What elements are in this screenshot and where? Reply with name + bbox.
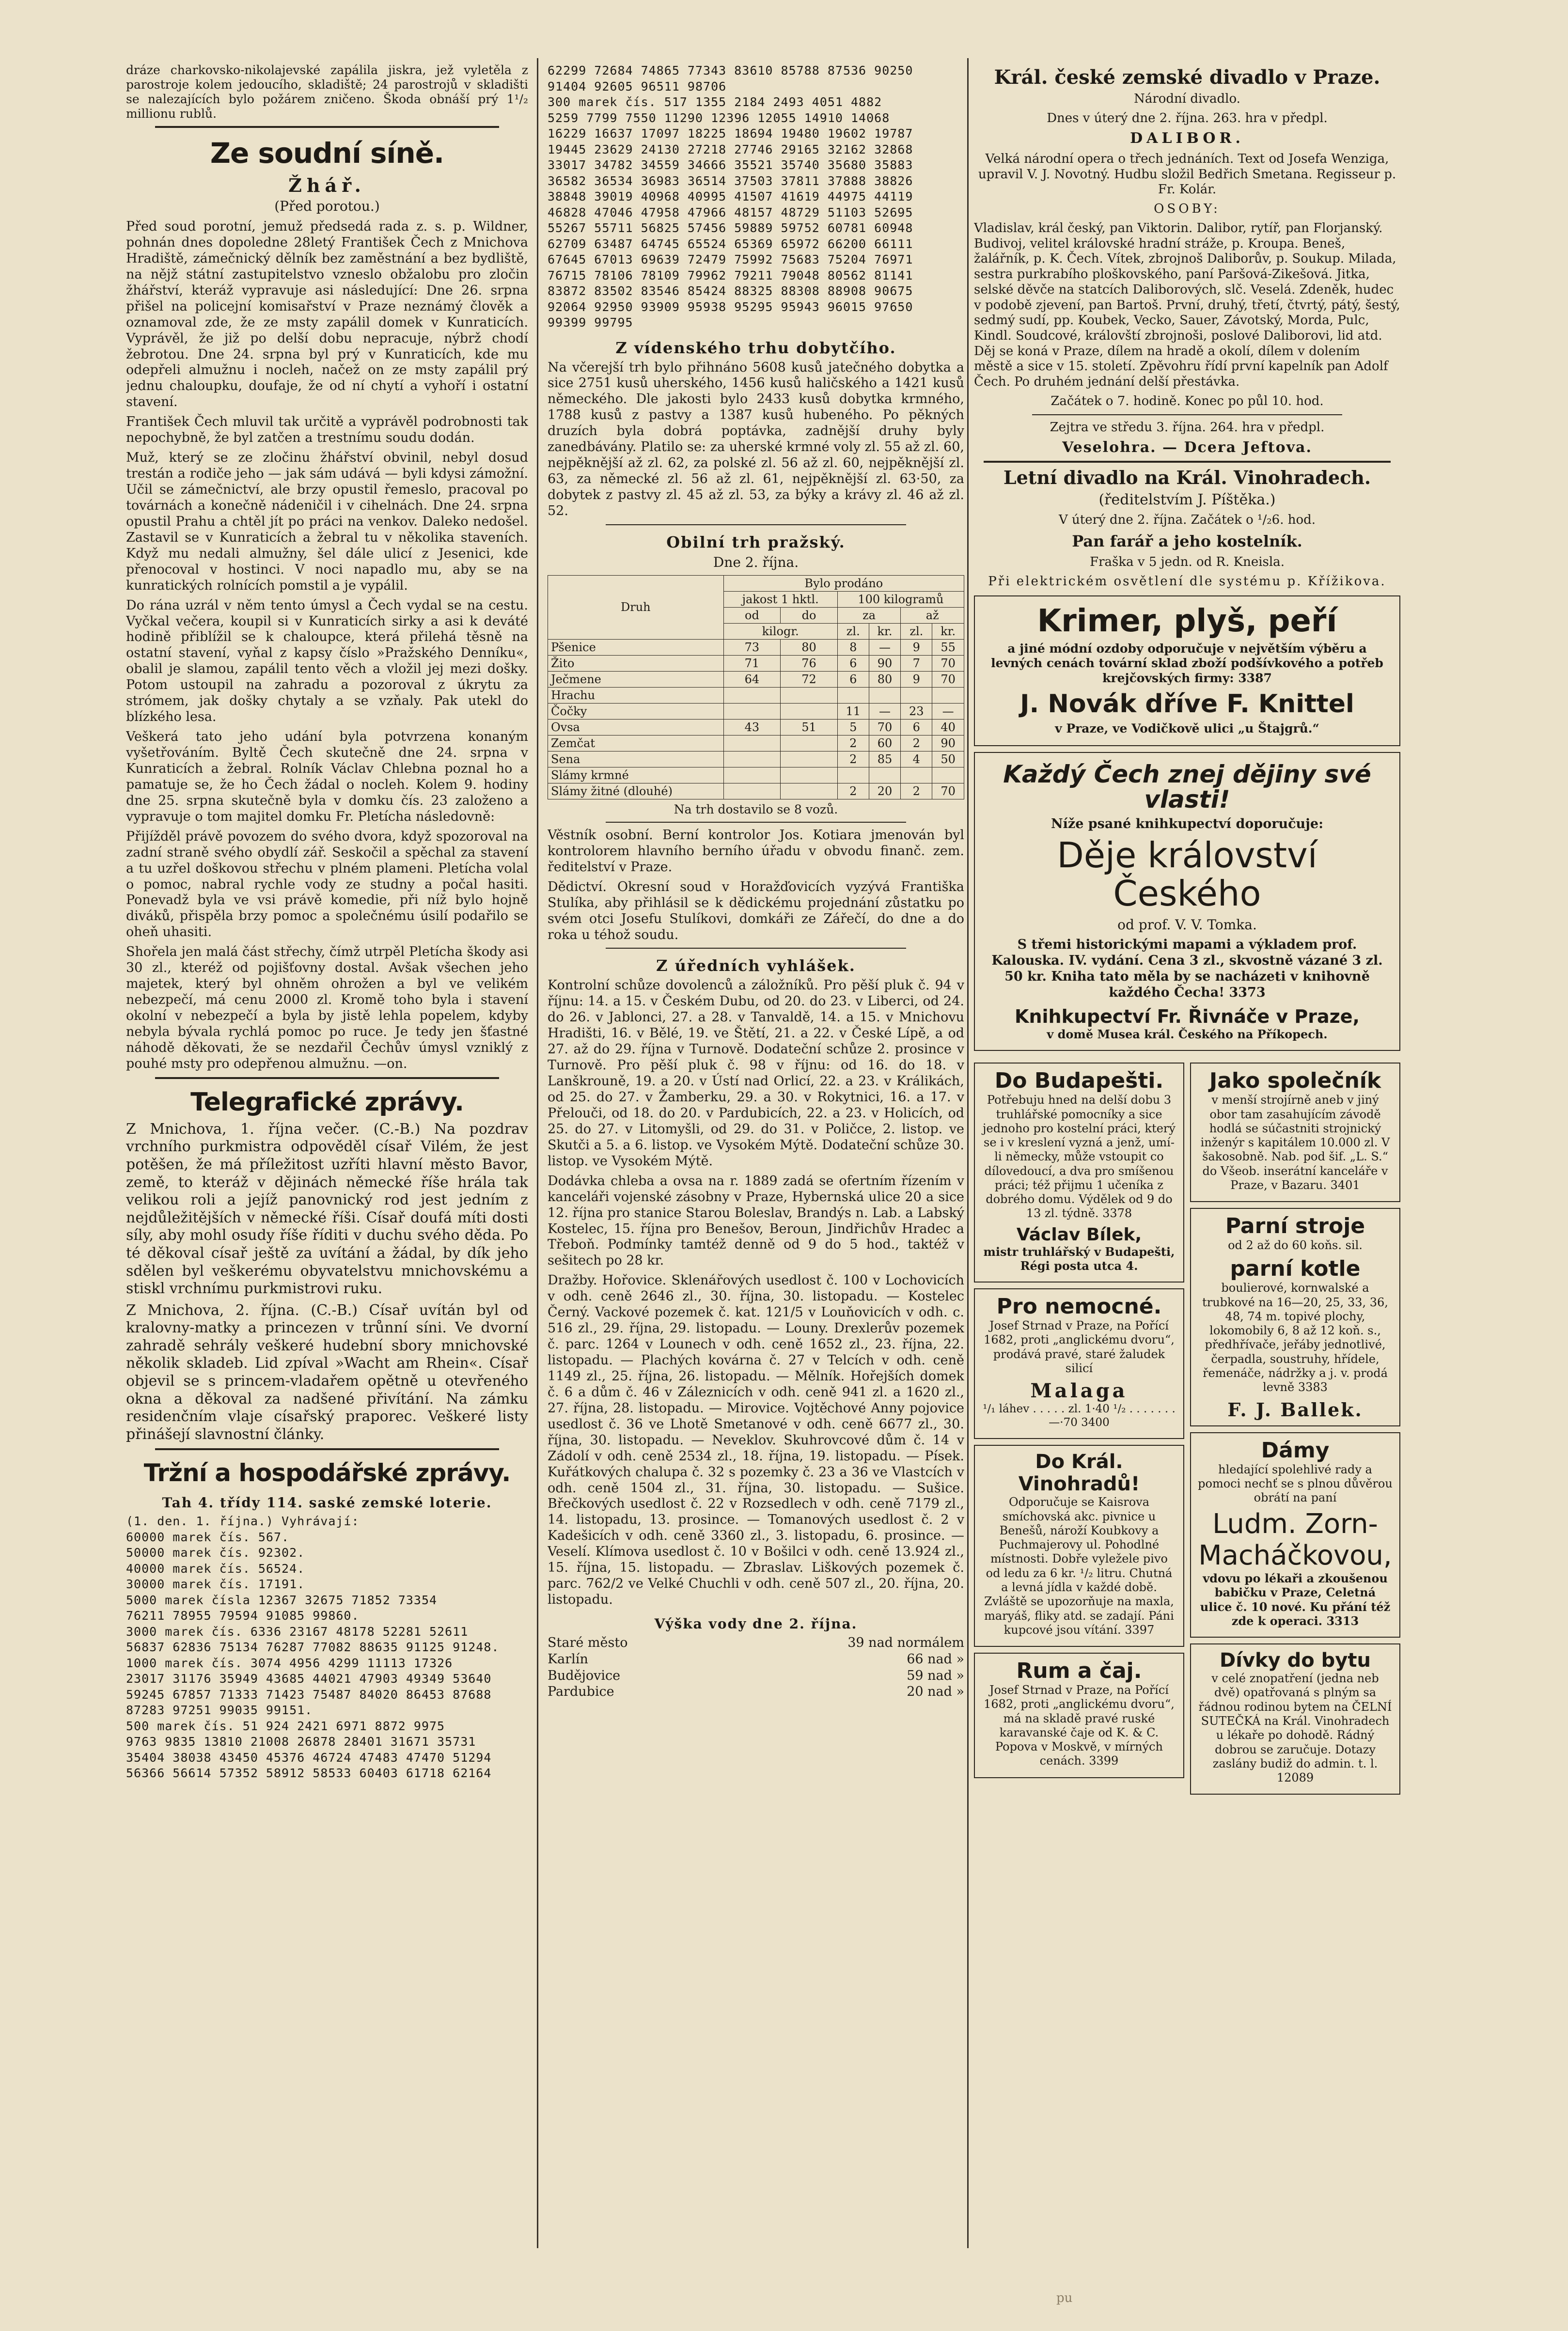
grain-value-cell: 2 (837, 783, 869, 799)
lottery-line: 19445 23629 24130 27218 27746 29165 32162 32868 (548, 142, 913, 156)
grain-value-cell (781, 735, 838, 751)
lottery-line: 76715 78106 78109 79962 79211 79048 80562 81141 (548, 268, 913, 282)
lottery-line: 56366 56614 57352 58912 58533 60403 61718 62164 (126, 1766, 492, 1781)
ad-malaga-product: Malaga (1030, 1379, 1128, 1403)
lottery-line: 99399 99795 (548, 315, 633, 329)
court-article-sub: (Před porotou.) (274, 198, 380, 214)
theatre-title: Král. české zemské divadlo v Praze. (994, 66, 1380, 89)
telegraph-paragraph: Z Mnichova, 2. října. (C.-B.) Císař uvítán byl od kralovny-matky a princezen v trůnní síni. Ve dvorní zahradě sehrály veškeré hudební sbory mnichovské několik skladeb. Lid zpíval »Wacht am Rhein«. Císař objevil se s princem-vladařem opětně u otevřeného okna a děkoval za nadšené přivítání. Na zámku residenčním vlaje císařský praporec. Veškeré listy přinášejí slavnostní články. (126, 1301, 528, 1443)
grain-value-cell (932, 687, 964, 703)
ad-lodging-title: Dívky do bytu (1220, 1649, 1371, 1672)
grain-value-cell (837, 687, 869, 703)
water-value: 66 nad » (907, 1651, 964, 1667)
ad-vinohrady-pub-text: Odporučuje se Kaisrova smíchovská akc. pivnice u Benešů, nároží Koubkovy a Puchmajerovy ul. Pohodlné místnosti. Dobře vyležele pivo od ledu za 6 kr. ¹/₂ litru. Chutná a levná jídla v každé době. Zvláště se upozorňuje na maxla, maryáš, fliky atd. se zadají. Páni kupcové jsou vítání. 3397 (984, 1495, 1174, 1637)
grain-value-cell: — (869, 703, 901, 719)
lottery-line: 56837 62836 75134 76287 77082 88635 91125 91248. (126, 1640, 500, 1655)
lottery-head: Tah 4. třídy 114. saské zemské loterie. (162, 1495, 492, 1511)
grain-value-cell: 6 (901, 719, 932, 735)
lottery-line: 1000 marek čís. 3074 4956 4299 11113 17326 (126, 1656, 453, 1670)
court-paragraph: Přijížděl právě povozem do svého dvora, když spozoroval na zadní straně svého obydlí zář. Seskočil a spěchal za stavení a tu uzřel doškovou střechu v plném plameni. Pletícha volal o pomoc, nabral rychle vody ze studny a počal hasiti. Ponevadž byla ve vsi právě komedie, při níž bylo hojně diváků, přispěla brzy pomoc a společnému úsilí podařilo se oheň uhasiti. (126, 829, 528, 940)
grain-value-cell (869, 767, 901, 783)
column-1 (126, 63, 528, 1782)
ad-steam-engines (1190, 1208, 1400, 1426)
lottery-list-continued (548, 63, 964, 331)
column-rule-2 (967, 58, 969, 2248)
lottery-line: (1. den. 1. října.) Vyhrávají: (126, 1514, 360, 1529)
table-header-sold: Bylo prodáno (723, 575, 964, 591)
grain-price-table (548, 575, 964, 799)
grain-value-cell: 4 (901, 751, 932, 767)
vinohrady-lighting: Při elektrickém osvětlení dle systému p. Křížikova. (988, 574, 1386, 589)
court-paragraph: Do rána uzrál v něm tento úmysl a Čech vydal se na cestu. Vyčkal večera, koupil si v Kunraticích sirky a asi k deváté hodině přiblížil se k chaloupce, která přilehá těsně na ostatní stavení, vyňal z kapsy číslo »Pražského Denníku«, obalil je slamou, zapálil tento věch a vložil jej mezi došky. Potom ustoupil na zahradu a pozoroval z úkrytu za strómem, jak došky chytaly a se vzňaly. Pak utekl do blízkého lesa. (126, 597, 528, 725)
cattle-title: Z vídenského trhu dobytčího. (615, 338, 896, 357)
grain-kind-cell: Hrachu (548, 687, 724, 703)
lottery-line: 76211 78955 79594 91085 99860. (126, 1609, 360, 1623)
ad-budapest-text: Potřebuju hned na delší dobu 3 truhlářské pomocníky a sice jednoho pro kostelní práci, který se i v kreslení vyzná a jenž, umí-li německy, může vstoupit co dílovedoucí, a dva pro smíšenou práci; též přijmu 1 učeníka z dobrého domu. Výdělek od 9 do 13 zl. týdně. 3378 (983, 1093, 1176, 1220)
lottery-line: 40000 marek čís. 56524. (126, 1561, 305, 1576)
water-place: Budějovice (548, 1668, 621, 1683)
ad-rum-tea-title: Rum a čaj. (1016, 1658, 1142, 1684)
vinohrady-director: (ředitelstvím J. Píštěka.) (1098, 491, 1276, 508)
water-levels (548, 1635, 964, 1700)
divider (984, 461, 1391, 463)
grain-value-cell: 80 (869, 671, 901, 687)
ad-budapest-name: Václav Bílek, (1016, 1224, 1142, 1245)
lottery-line: 3000 marek čís. 6336 23167 48178 52281 52611 (126, 1624, 469, 1639)
ad-engines-text: od 2 až do 60 koňs. sil. (1228, 1238, 1363, 1252)
lottery-line: 5259 7799 7550 11290 12396 12055 14910 14068 (548, 110, 890, 125)
ad-budapest-address: mistr truhlářský v Budapešti, Régi posta utca 4. (983, 1244, 1175, 1273)
lottery-line: 91404 92605 96511 98706 (548, 79, 727, 94)
ad-midwife-text: hledající spolehlivé rady a pomoci nechť se s plnou důvěrou obrátí na paní (1198, 1462, 1393, 1505)
water-value: 20 nad » (907, 1684, 964, 1700)
ad-grid-right (1190, 1057, 1400, 1800)
grain-value-cell (723, 735, 781, 751)
national-theatre-listing (974, 66, 1400, 217)
vinohrady-theatre-listing (974, 467, 1400, 590)
grain-value-cell (723, 767, 781, 783)
lottery-line: 33017 34782 34559 34666 35521 35740 35680 35883 (548, 158, 913, 172)
grain-value-cell (781, 767, 838, 783)
grain-kind-cell: Slámy krmné (548, 767, 724, 783)
grain-value-cell: 72 (781, 671, 838, 687)
grain-value-cell (869, 687, 901, 703)
divider (606, 822, 906, 823)
vinohrady-play: Pan farář a jeho kostelník. (1072, 532, 1302, 551)
ad-malaga-title: Pro nemocné. (996, 1294, 1162, 1319)
ad-midwife (1190, 1432, 1400, 1638)
grain-kind-cell: Žito (548, 655, 724, 671)
grain-value-cell: 51 (781, 719, 838, 735)
water-title: Výška vody dne 2. října. (654, 1616, 858, 1632)
inheritance-notice: Dědictví. Okresní soud v Horažďovicích vyzývá Františka Stulíka, aby přihlásil se k dědickému projednání zůstatku po svém otci Josefu Stulíkovi, domkáři ze Zářečí, do dne a do roka u téhož soudu. (548, 879, 964, 942)
ad-vinohrady-pub-title: Do Král. Vinohradů! (1018, 1451, 1140, 1496)
grain-value-cell (723, 703, 781, 719)
grain-value-cell: 90 (932, 735, 964, 751)
theatre-start: Začátek o 7. hodině. Konec po půl 10. hod. (1051, 393, 1324, 408)
ad-girls-lodging (1190, 1643, 1400, 1795)
table-header-per100: 100 kilogramů (837, 591, 964, 607)
table-header-do: do (781, 607, 838, 623)
official-title: Z úředních vyhlášek. (656, 956, 856, 975)
court-section-title: Ze soudní síně. (210, 137, 444, 170)
ad-malaga-text: Josef Strnad v Praze, na Pořící 1682, proti „anglickému dvoru“, prodává pravé, staré žaludek silicí (984, 1319, 1175, 1376)
ad-partner-title: Jako společník (1209, 1068, 1381, 1094)
grain-value-cell: 80 (781, 639, 838, 655)
divider (606, 524, 906, 525)
ad-knittel-text: a jiné módní ozdoby odporučuje v největším výběru a levných cenách tovární sklad zboží podšívkového a potřeb krejčovských firmy: 3387 (991, 641, 1383, 685)
table-header-kr: kr. (869, 623, 901, 639)
lottery-line: 30000 marek čís. 17191. (126, 1577, 305, 1592)
grain-value-cell: 60 (869, 735, 901, 751)
ad-history-title: Děje království Českého (1057, 834, 1317, 914)
divider (1032, 414, 1342, 415)
grain-value-cell: 70 (932, 783, 964, 799)
ad-budapest (974, 1063, 1184, 1283)
grain-value-cell: 55 (932, 639, 964, 655)
lottery-line: 16229 16637 17097 18225 18694 19480 19602 19787 (548, 126, 913, 141)
grain-kind-cell: Čočky (548, 703, 724, 719)
market-section-title: Tržní a hospodářské zprávy. (143, 1459, 511, 1487)
grain-value-cell: 23 (901, 703, 932, 719)
grain-value-cell: 8 (837, 639, 869, 655)
ad-knittel-firm: J. Novák dříve F. Knittel (1020, 689, 1354, 719)
ad-history-author: od prof. V. V. Tomka. (1117, 917, 1257, 933)
water-place: Karlín (548, 1651, 588, 1667)
grain-kind-cell: Ječmene (548, 671, 724, 687)
grain-kind-cell: Slámy žitné (dlouhé) (548, 783, 724, 799)
table-row (548, 671, 964, 687)
ad-budapest-title: Do Budapešti. (994, 1068, 1164, 1094)
table-header-kg: kilogr. (723, 623, 837, 639)
lottery-line: 38848 39019 40968 40995 41507 41619 44975 44119 (548, 189, 913, 203)
ad-partner-text: v menší strojírně aneb v jiný obor tam zasahujícím závodě hodlá se súčastniti strojnický inženýr s kapitálem 10.000 zl. V šakosobně. Nab. pod šif. „L. S.“ do Všeob. inserátní kanceláře v Praze, v Bazaru. 3401 (1200, 1093, 1390, 1192)
ad-malaga-prices: ¹/₁ láhev . . . . . zl. 1·40 ¹/₂ . . . . . . . —·70 3400 (983, 1403, 1176, 1429)
grain-value-cell: 90 (869, 655, 901, 671)
table-row (548, 687, 964, 703)
grain-kind-cell: Sena (548, 751, 724, 767)
grain-value-cell (781, 703, 838, 719)
ad-rum-tea-text: Josef Strnad v Praze, na Pořící 1682, proti „anglickému dvoru“, má na skladě pravé ruské karavanské čaje od K. & C. Popova v Moskvě, v mírných cenách. 3399 (984, 1683, 1175, 1768)
water-place: Staré město (548, 1635, 628, 1650)
vinohrady-date: V úterý dne 2. října. Začátek o ¹/₂6. hod. (1058, 513, 1316, 528)
table-row (548, 655, 964, 671)
court-paragraph: Muž, který se ze zločinu žhářství obvinil, nebyl dosud trestán a rodiče jeho — jak sám udává — byli kdysi zámožní. Učil se zámečnictví, ale brzy opustil řemeslo, pracoval po továrnách a konečně nádeničil i v cihelnách. Dne 24. srpna opustil Prahu a chtěl jít po práci na venkov. Daleko nedošel. Zastavil se v Kunraticích a žebral tu v několika staveních. Když mu nedali almužny, šel dále ulicí z Jesenici, kde přenocoval v hostinci. V noci napadlo mu, aby se na kunratických rolnících pomstil a je vypálil. (126, 450, 528, 593)
grain-value-cell: 20 (869, 783, 901, 799)
court-paragraph: František Čech mluvil tak určitě a vyprávěl podrobnosti tak nepochybně, že byl zatčen a trestnímu soudu dodán. (126, 414, 528, 446)
vinohrady-title: Letní divadlo na Král. Vinohradech. (1003, 466, 1371, 488)
official-paragraph: Kontrolní schůze dovolenců a záložníků. Pro pěší pluk č. 94 v říjnu: 14. a 15. v Českém Dubu, od 20. do 23. v Liberci, od 24. do 26. v Jablonci, 27. a 28. v Tanvaldě, 14. a 15. v Mnichovu Hradišti, 16. v Bělé, 19. ve Štětí, 21. a 22. v České Lípě, a od 27. až do 29. října v Turnově. Dodateční schůze 2. prosince v Turnově. Pro pěší pluk č. 98 v říjnu: od 16. do 18. v Lanškrouně, 19. a 20. v Ústí nad Orlicí, 22. a 23. v Králikách, od 25. do 27. v Žamberku, 29. a 30. v Rokytnici, 16. a 17. v Přelouči, od 18. do 20. v Pardubicích, 22. a 23. v Holicích, od 25. do 27. v Litomyšli, od 29. do 31. v Poličce, 2. listop. ve Skutči a 5. a 6. listop. ve Vysokém Mýtě. Dodateční schůze 30. listop. ve Vysokém Mýtě. (548, 978, 964, 1169)
ad-knittel-headline: Krimer, plyš, peří (1037, 603, 1337, 639)
grain-value-cell: 73 (723, 639, 781, 655)
theatre-cast (974, 221, 1400, 390)
telegraph-paragraph: Z Mnichova, 1. října večer. (C.-B.) Na pozdrav vrchního purkmistra odpověděl císař Vilém, že jest potěšen, že má příležitost uzříti hlavní město Bavor, země, to kteráž v dějinách německé říše hrála tak velikou roli a jejíž panovnický rod jest jedním z nejdůležitějších v německé říši. Císař doufá míti dosti síly, aby mohl osudy říše říditi v duchu svého děda. Po té děkoval císař ještě za uvítání a žádal, by dík jeho sdělen byl veškerému obyvatelstvu mnichovskému a stiskl vrchnímu purkmistrovi ruku. (126, 1120, 528, 1298)
ad-engines-title: Parní stroje (1225, 1214, 1365, 1239)
grain-value-cell (723, 751, 781, 767)
column-rule-1 (537, 58, 538, 2248)
theatre-description: Velká národní opera o třech jednáních. Text od Josefa Wenziga, upravil V. J. Novotný. Hudbu složil Bedřich Smetana. Regisseur p. Fr. Kolár. (978, 152, 1396, 197)
divider (606, 948, 906, 949)
divider (155, 1448, 499, 1450)
official-paragraph: Dražby. Hořovice. Sklenářových usedlost č. 100 v Lochovicích v odh. ceně 2646 zl., 30. října, 30. listopadu. — Kostelec Černý. Vackové pozemek č. kat. 121/5 v Louňovicích v odh. c. 516 zl., 29. října, 29. listopadu. — Louny. Drexlerův pozemek č. parc. 1264 v Lounech v odh. ceně 1652 zl., 23. října, 22. listopadu. — Plachých kovárna č. 27 v Telcích v odh. ceně 1149 zl., 25. října, 26. listopadu. — Mělník. Hořejších domek č. 6 a dům č. 46 v Záleznicích v odh. ceně 941 zl. a 1620 zl., 27. října, 28. listopadu. — Mirovice. Vojtěchové Anny pojovice usedlost č. 36 ve Lhotě Smetanové v odh. ceně 6677 zl., 30. října, 30. listopadu. — Neveklov. Skuhrovcové dům č. 14 v Zádolí v odh. ceně 2534 zl., 18. října, 19. listopadu. — Písek. Kuřátkových chalupa č. 32 s pozemky č. 23 a 36 ve Vlastcích v odh. ceně 1504 zl., 31. října, 30. listopadu. — Sušice. Břečkových usedlost č. 22 v Rozsedlech v odh. ceně 7179 zl., 14. listopadu, 13. prosince. — Tomanových usedlost č. 2 v Kadešicích v odh. ceně 3360 zl., 3. listopadu, 6. prosince. — Veselí. Klímova usedlost č. 10 v Bošilci v odh. ceně 13.924 zl., 15. října, 15. listopadu. — Zbraslav. Liškových pozemek č. parc. 762/2 ve Velké Chuchli v odh. ceně 507 zl., 20. října, 20. listopadu. (548, 1273, 964, 1608)
grain-value-cell: 5 (837, 719, 869, 735)
grain-value-cell: 6 (837, 655, 869, 671)
court-article-head: Žhář. (288, 174, 366, 196)
grain-value-cell: 40 (932, 719, 964, 735)
ad-lodging-text: v celé znopatření (jedna neb dvě) opatřovaná s plným sa řádnou rodinou bytem na ČELNÍ SUTEČKÁ na Král. Vinohradech u lékaře po dohodě. Rádný dobrou se zaručuje. Dotazy zaslány budiž do admin. t. l. 12089 (1198, 1672, 1392, 1785)
ad-vinohrady-pub (974, 1445, 1184, 1647)
ad-rum-tea (974, 1653, 1184, 1778)
court-paragraph: Před soud porotní, jemuž předsedá rada z. s. p. Wildner, pohnán dnes dopoledne 28letý František Čech z Mnichova Hradiště, zámečnický dělník bez zaměstnání a bez bydliště, na nějž státní zastupitelstvo vzneslo obžalobu pro zločin žhářství, kteráž vypravuje asi následující: Dne 26. srpna přišel na policejní komisařství v Praze neznámý člověk a oznamoval zde, že ze msty zapálil domek v Kunraticích. Vyprávěl, že již po delší dobu nepracuje, nýbrž chodí žebrotou. Dne 24. srpna byl prý v Kunraticích, kde mu odepřeli almužnu i nocleh, načež on ze msty zapálil prý jednu chaloupku, doufaje, že od ní chytí a vyhoří i ostatní stavení. (126, 219, 528, 410)
grain-value-cell: 2 (837, 735, 869, 751)
lottery-line: 300 marek čís. 517 1355 2184 2493 4051 4882 (548, 95, 882, 109)
divider (155, 1077, 499, 1079)
table-header-az: až (901, 607, 964, 623)
grain-value-cell: — (869, 639, 901, 655)
lottery-line: 92064 92950 93909 95938 95295 95943 96015 97650 (548, 299, 913, 314)
table-header-zl: zl. (901, 623, 932, 639)
official-paragraph: Dodávka chleba a ovsa na r. 1889 zadá se ofertním řízením v kanceláři vojenské zásobny v Praze, Hybernská ulice 20 a sice 12. října pro stanice Starou Boleslav, Brandýs n. Lab. a Labský Kostelec, 15. října pro Benešov, Beroun, Jindřichův Hradec a Třeboň. Podmínky tamtéž denně od 9 do 5 hod., taktéž v sešitech po 28 kr. (548, 1173, 964, 1268)
theatre-tomorrow: Zejtra ve středu 3. října. 264. hra v předpl. (1050, 420, 1325, 435)
lottery-line: 9763 9835 13810 21008 26878 28401 31671 35731 (126, 1735, 476, 1749)
water-value: 39 nad normálem (847, 1635, 964, 1650)
grain-value-cell (781, 783, 838, 799)
water-row (548, 1684, 964, 1700)
lottery-line: 87283 97251 99035 99151. (126, 1703, 313, 1718)
lottery-line: 59245 67857 71333 71423 75487 84020 86453 87688 (126, 1687, 492, 1702)
ad-midwife-name-1: Ludm. Zorn- (1212, 1508, 1378, 1540)
theatre-cast-head: OSOBY: (1154, 202, 1221, 217)
grain-title: Obilní trh pražský. (666, 532, 846, 551)
lottery-line: 62709 63487 64745 65524 65369 65972 66200 66111 (548, 236, 913, 251)
ad-knittel-address: v Praze, ve Vodičkově ulici „u Štajgrů.“ (1055, 721, 1319, 736)
theatre-date: Dnes v úterý dne 2. října. 263. hra v předpl. (1047, 110, 1328, 125)
table-row (548, 703, 964, 719)
cattle-report: Na včerejší trh bylo přihnáno 5608 kusů jatečného dobytka a sice 2751 kusů uherského, 1456 kusů haličského a 1421 kusů německého. Dle jakosti bylo 2433 kusů dobytka krmného, 1788 kusů z pastvy a 1387 kusů hubeného. Po pěkných druzích byla dobrá poptávka, zadnější druhy byly zanedbávány. Platilo se: za uherské krmné voly zl. 55 až zl. 60, nejpěknější až zl. 62, za polské zl. 56 až zl. 60, nejpěknější zl. 63, za německé zl. 56 až zl. 61, nejpěknější zl. 63·50, za dobytek z pastvy zl. 45 až zl. 53, za býky a krávy zl. 46 až zl. 52. (548, 360, 964, 518)
column-3 (974, 63, 1400, 1800)
grain-value-cell (932, 767, 964, 783)
grain-value-cell (837, 767, 869, 783)
grain-value-cell: 64 (723, 671, 781, 687)
theatre-play: DALIBOR. (1130, 130, 1244, 147)
column-2 (548, 63, 964, 1700)
grain-value-cell: 6 (837, 671, 869, 687)
lottery-list (126, 1514, 528, 1782)
lottery-line: 500 marek čís. 51 924 2421 6971 8872 9975 (126, 1719, 445, 1733)
ad-history-text: S třemi historickými mapami a výkladem prof. Kalouska. IV. vydání. Cena 3 zl., skvostně vázané 3 zl. 50 kr. Kniha tato měla by se nacházeti v knihovně každého Čecha! 3373 (991, 937, 1383, 1001)
ad-history-bookshop: Knihkupectví Fr. Řivnáče v Praze, (1015, 1006, 1360, 1028)
ad-grid (974, 1057, 1400, 1800)
lottery-line: 5000 marek čísla 12367 32675 71852 73354 (126, 1593, 438, 1607)
grain-note: Na trh dostavilo se 8 vozů. (674, 802, 838, 816)
table-header-kind: Druh (548, 575, 724, 639)
vinohrady-description: Fraška v 5 jedn. od R. Kneisla. (1090, 555, 1285, 570)
grain-value-cell: 2 (837, 751, 869, 767)
grain-kind-cell: Zemčat (548, 735, 724, 751)
grain-kind-cell: Pšenice (548, 639, 724, 655)
table-row (548, 639, 964, 655)
grain-value-cell: 2 (901, 783, 932, 799)
water-row (548, 1651, 964, 1668)
theatre-times (974, 394, 1400, 457)
page-stamp: pu (1056, 2291, 1073, 2305)
theatre-tomorrow-play: Veselohra. — Dcera Jeftova. (1062, 439, 1312, 456)
grain-value-cell: 9 (901, 639, 932, 655)
grain-value-cell: 2 (901, 735, 932, 751)
ad-boilers-firm: F. J. Ballek. (1227, 1398, 1363, 1421)
ad-boilers-text: boulierové, kornwalské a trubkové na 16—20, 25, 33, 36, 48, 74 m. topivé plochy, lokomobily 6, 8 až 12 koň. s., předhřívače, jeřáby jednotlivé, čerpadla, soustruhy, hřídele, řemenáče, nádržky a j. v. prodá levně 3383 (1202, 1281, 1388, 1394)
court-paragraph: Shořela jen malá část střechy, čímž utrpěl Pletícha škody asi 30 zl., kteréž od pojišťovny dostal. Avšak všechen jeho majetek, který byl ohněm ohrožen a byl ve velikém nebezpečí, má cenu 2000 zl. Kromě toho byla i stavení okolní v nebezpečí a byla by jistě lehla popelem, kdyby nebyla bývala rychlá pomoc po ruce. Je tedy jen šťastné náhodě děkovati, že se nezdařil Čechův úmysl vzniklý z pouhé msty pro odepřenou almužnu. —on. (126, 944, 528, 1071)
ad-history-headline: Každý Čech znej dějiny své vlasti! (1003, 760, 1371, 814)
ad-midwife-name-2: Macháčkovou, (1198, 1539, 1392, 1571)
lottery-line: 35404 38038 43450 45376 46724 47483 47470 51294 (126, 1750, 492, 1765)
ad-grid-left (974, 1057, 1184, 1800)
grain-value-cell: 11 (837, 703, 869, 719)
fire-report-tail: dráze charkovsko-nikolajevské zapálila jiskra, jež vyletěla z parostroje kolem jedoucího, skladiště; 24 parostrojů v skladišti se nalezajících bylo požárem zničeno. Škoda obnáší prý 1¹/₂ millionu rublů. (126, 63, 528, 121)
table-header-quality: jakost 1 hktl. (723, 591, 837, 607)
grain-value-cell: 70 (869, 719, 901, 735)
telegraph-section-title: Telegrafické zprávy. (190, 1087, 464, 1117)
grain-value-cell (781, 687, 838, 703)
table-row (548, 767, 964, 783)
grain-date: Dne 2. října. (713, 554, 799, 570)
grain-value-cell (901, 767, 932, 783)
grain-value-cell: 76 (781, 655, 838, 671)
theatre-subtitle: Národní divadlo. (1134, 92, 1240, 106)
lottery-line: 60000 marek čís. 567. (126, 1530, 290, 1544)
lottery-line: 36582 36534 36983 36514 37503 37811 37888 38826 (548, 173, 913, 188)
lottery-line: 83872 83502 83546 85424 88325 88308 88908 90675 (548, 284, 913, 298)
theatre-cast-text: Vladislav, král český, pan Viktorin. Dalibor, rytíř, pan Florjanský. Budivoj, velitel královské hradní stráže, p. Kroupa. Beneš, žalářník, p. K. Čech. Vítek, zbrojnoš Daliborův, p. Soukup. Milada, sestra purkrabího ploškovského, paní Paršová-Zikešová. Jitka, selské děvče na statcích Daliborových, slč. Veselá. Zdeněk, hudec v podobě zjevení, pan Bartoš. První, druhý, třetí, čtvrtý, pátý, šestý, sedmý sudí, pp. Koubek, Vecko, Sauer, Závotský, Morda, Pulc, Kindl. Soudcové, královští zbrojnoši, poslové Daliborovi, lid atd. Děj se koná v Praze, dílem na hradě a okolí, dílem v dolením městě a sice v 15. století. Zpěvohru řídí první kapelník pan Adolf Čech. Po druhém jednání delší přestávka. (974, 220, 1400, 390)
grain-kind-cell: Ovsa (548, 719, 724, 735)
lottery-line: 50000 marek čís. 92302. (126, 1546, 305, 1560)
grain-value-cell: 50 (932, 751, 964, 767)
divider (155, 126, 499, 128)
lottery-line: 67645 67013 69639 72479 75992 75683 75204 76971 (548, 252, 913, 266)
table-row (548, 735, 964, 751)
grain-value-cell (781, 751, 838, 767)
grain-value-cell: 70 (932, 671, 964, 687)
ad-boilers-title: parní kotle (1230, 1256, 1361, 1282)
water-row (548, 1668, 964, 1684)
lottery-line: 46828 47046 47958 47966 48157 48729 51103 52695 (548, 205, 913, 219)
ad-history-recommend: Níže psané knihkupectví doporučuje: (1051, 816, 1324, 831)
lottery-line: 23017 31176 35949 43685 44021 47903 49349 53640 (126, 1672, 492, 1686)
water-value: 59 nad » (907, 1668, 964, 1683)
table-row (548, 751, 964, 767)
grain-value-cell: 43 (723, 719, 781, 735)
grain-value-cell: 70 (932, 655, 964, 671)
ad-malaga (974, 1288, 1184, 1439)
table-row (548, 783, 964, 799)
lottery-line: 62299 72684 74865 77343 83610 85788 87536 90250 (548, 63, 913, 78)
grain-value-cell: 7 (901, 655, 932, 671)
ad-midwife-title: Dámy (1261, 1438, 1330, 1463)
grain-value-cell (901, 687, 932, 703)
water-row (548, 1635, 964, 1651)
grain-value-cell (723, 783, 781, 799)
personal-notice: Věstník osobní. Berní kontrolor Jos. Kotiara jmenován byl kontrolorem hlavního berního úřadu v obvodu finanč. zem. ředitelství v Praze. (548, 827, 964, 875)
table-row (548, 719, 964, 735)
ad-partner (1190, 1063, 1400, 1202)
table-header-od: od (723, 607, 781, 623)
table-header-kr: kr. (932, 623, 964, 639)
grain-value-cell (723, 687, 781, 703)
grain-value-cell: 71 (723, 655, 781, 671)
grain-table-body (548, 639, 964, 799)
grain-value-cell: 9 (901, 671, 932, 687)
water-place: Pardubice (548, 1684, 614, 1700)
ad-knittel (974, 595, 1400, 746)
ad-midwife-address: vdovu po lékaři a zkoušenou babičku v Praze, Celetná ulice č. 10 nové. Ku přání též zde k operaci. 3313 (1200, 1571, 1391, 1628)
ad-history-address: v domě Musea král. Českého na Příkopech. (1047, 1027, 1328, 1042)
lottery-line: 55267 55711 56825 57456 59889 59752 60781 60948 (548, 221, 913, 235)
grain-value-cell: — (932, 703, 964, 719)
table-header-zl: zl. (837, 623, 869, 639)
court-paragraph: Veškerá tato jeho udání byla potvrzena konaným vyšetřováním. Byltě Čech skutečně dne 24. srpna v Kunraticích a žebral. Rolník Václav Chlebna poznal ho a pamatuje se, že ho Čech žádal o nocleh. Kolem 9. hodiny dne 25. srpna skutečně byla v domku čís. 23 založeno a vypravuje o tom majitel domku Fr. Pletícha následovně: (126, 729, 528, 824)
grain-value-cell: 85 (869, 751, 901, 767)
table-header-za: za (837, 607, 901, 623)
ad-history-book (974, 752, 1400, 1051)
